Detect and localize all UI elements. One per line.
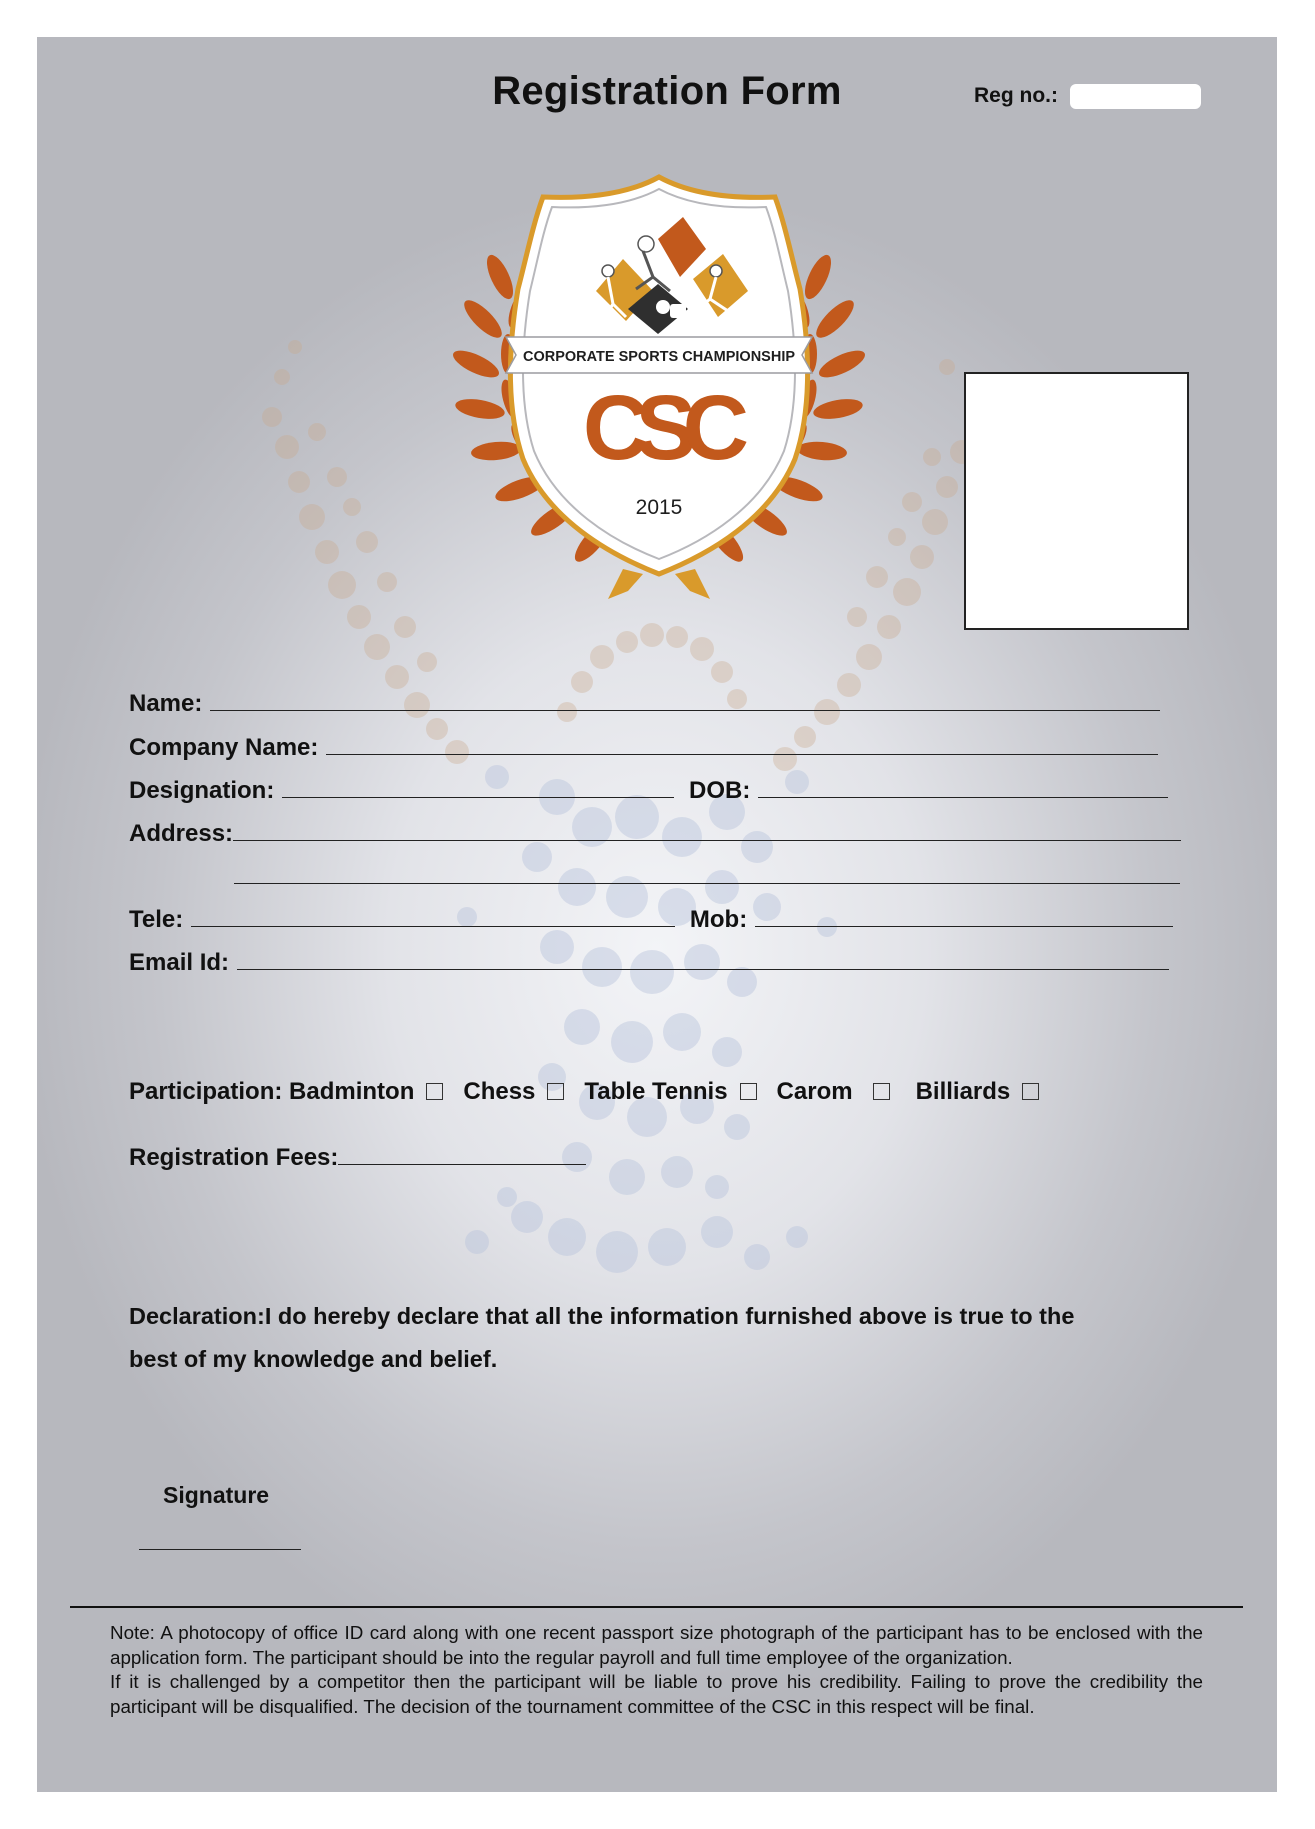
csc-monogram: CSC	[582, 377, 736, 479]
name-field[interactable]	[210, 690, 1160, 711]
option-chess-label: Chess	[463, 1078, 536, 1105]
declaration-line-1: Declaration:I do hereby declare that all the information furnished above is true to the	[129, 1303, 1075, 1329]
reg-no-field[interactable]	[1070, 84, 1201, 109]
year-text: 2015	[635, 496, 683, 519]
checkbox-billiards[interactable]	[1022, 1083, 1039, 1100]
address-label: Address:	[129, 820, 234, 847]
designation-label: Designation:	[129, 777, 275, 804]
note-paragraph-2: If it is challenged by a competitor then the participant will be liable to prove his credibility. Failing to prove the credibility the participant will be disqualified. The decision of the tournament committee of the CSC in this respect will be final.	[110, 1671, 1203, 1717]
name-row	[129, 690, 1160, 718]
checkbox-chess[interactable]	[547, 1083, 564, 1100]
fees-field[interactable]	[338, 1144, 586, 1165]
name-label: Name:	[129, 690, 203, 717]
company-field[interactable]	[326, 734, 1158, 755]
address-continuation-row	[234, 863, 1180, 891]
fees-label: Registration Fees:	[129, 1144, 339, 1171]
checkbox-badminton[interactable]	[426, 1083, 443, 1100]
email-label: Email Id:	[129, 949, 230, 976]
note-paragraph-1: Note: A photocopy of office ID card along with one recent passport size photograph of the participant has to be enclosed with the application form. The participant should be into the regular payroll and full time employee of the organization.	[110, 1622, 1203, 1668]
banner-text: CORPORATE SPORTS CHAMPIONSHIP	[522, 349, 796, 365]
address-field-line2[interactable]	[234, 863, 1180, 884]
tele-field[interactable]	[191, 906, 675, 927]
designation-row	[129, 777, 1168, 805]
note-text	[110, 1621, 1203, 1719]
signature-field[interactable]	[139, 1549, 301, 1550]
note-divider	[70, 1606, 1243, 1608]
address-field-line1[interactable]	[233, 820, 1181, 841]
email-row	[129, 949, 1169, 977]
email-field[interactable]	[237, 949, 1169, 970]
dob-field[interactable]	[758, 777, 1168, 798]
tele-row	[129, 906, 1173, 934]
checkbox-carom[interactable]	[873, 1083, 890, 1100]
address-row	[129, 820, 1181, 848]
designation-field[interactable]	[282, 777, 674, 798]
checkbox-table-tennis[interactable]	[740, 1083, 757, 1100]
reg-no-label: Reg no.:	[974, 84, 1058, 107]
tele-label: Tele:	[129, 906, 184, 933]
declaration-line-2: best of my knowledge and belief.	[129, 1346, 498, 1372]
company-label: Company Name:	[129, 734, 319, 761]
mob-field[interactable]	[755, 906, 1173, 927]
fees-row	[129, 1144, 586, 1172]
declaration-text	[129, 1295, 1179, 1381]
signature-label: Signature	[163, 1482, 270, 1508]
form-title: Registration Form	[492, 69, 842, 113]
mob-label: Mob:	[689, 906, 748, 933]
photo-box[interactable]	[964, 372, 1189, 630]
option-carom-label: Carom	[776, 1078, 853, 1105]
form-sheet	[37, 37, 1277, 1792]
company-row	[129, 734, 1158, 762]
participation-label: Participation:	[129, 1078, 283, 1105]
option-table-tennis-label: Table Tennis	[584, 1078, 728, 1105]
option-billiards-label: Billiards	[915, 1078, 1011, 1105]
dob-label: DOB:	[689, 777, 751, 804]
csc-crest-logo	[448, 159, 870, 611]
option-badminton-label: Badminton	[289, 1078, 415, 1105]
participation-row	[129, 1078, 1059, 1106]
